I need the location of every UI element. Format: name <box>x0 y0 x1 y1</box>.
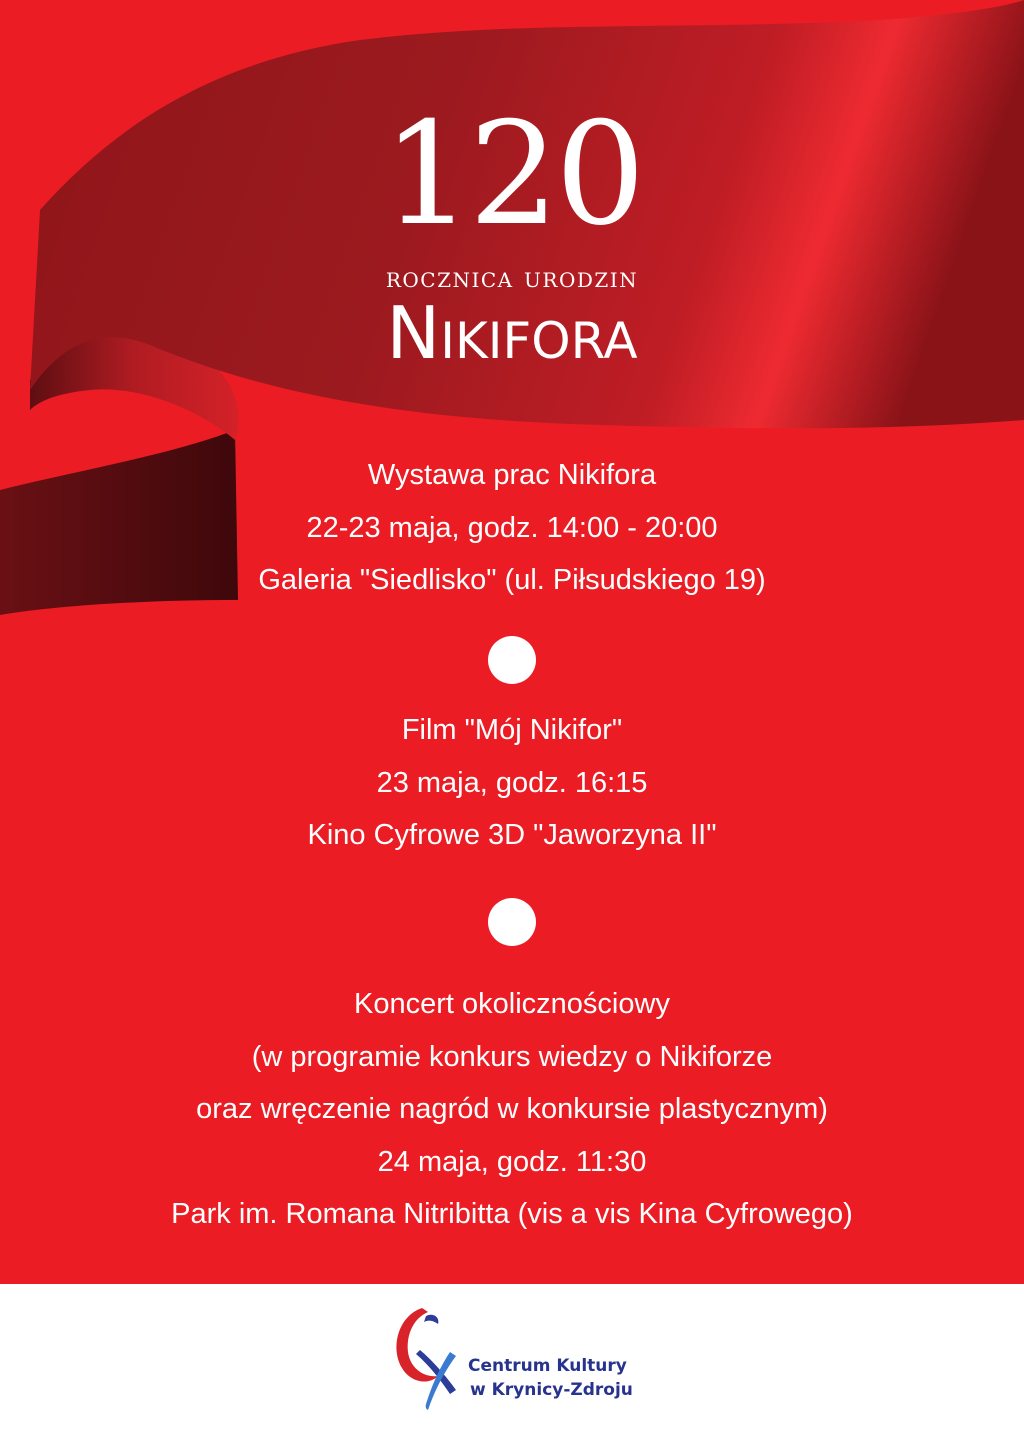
event-exhibition <box>0 449 1024 607</box>
event-title: Wystawa prac Nikifora <box>367 459 657 491</box>
event-description: oraz wręczenie nagród w konkursie plastycznym) <box>196 1093 828 1125</box>
event-date: 22-23 maja, godz. 14:00 - 20:00 <box>306 511 718 544</box>
event-date: 24 maja, godz. 11:30 <box>377 1145 647 1178</box>
event-film <box>0 704 1024 862</box>
anniversary-name: Nikifora <box>386 291 638 375</box>
event-venue: Galeria "Siedlisko" (ul. Piłsudskiego 19) <box>258 564 766 596</box>
organizer-name-line1: Centrum Kultury <box>468 1356 627 1376</box>
event-description: (w programie konkurs wiedzy o Nikiforze <box>251 1040 773 1073</box>
event-concert <box>0 978 1024 1241</box>
event-title: Koncert okolicznościowy <box>354 988 670 1020</box>
anniversary-subtitle: rocznica urodzin <box>385 261 639 294</box>
event-title: Film "Mój Nikifor" <box>401 714 623 746</box>
event-venue: Kino Cyfrowe 3D "Jaworzyna II" <box>307 819 717 851</box>
footer <box>0 1284 1024 1448</box>
separator-dot <box>488 636 536 684</box>
event-date: 23 maja, godz. 16:15 <box>376 766 648 799</box>
anniversary-number: 120 <box>382 92 642 257</box>
organizer-logo-text <box>468 1354 633 1402</box>
separator-dot <box>488 898 536 946</box>
organizer-name-line2: w Krynicy-Zdroju <box>470 1380 633 1400</box>
ck-logo-icon <box>388 1302 468 1412</box>
event-venue: Park im. Romana Nitribitta (vis a vis Kina Cyfrowego) <box>171 1198 853 1230</box>
